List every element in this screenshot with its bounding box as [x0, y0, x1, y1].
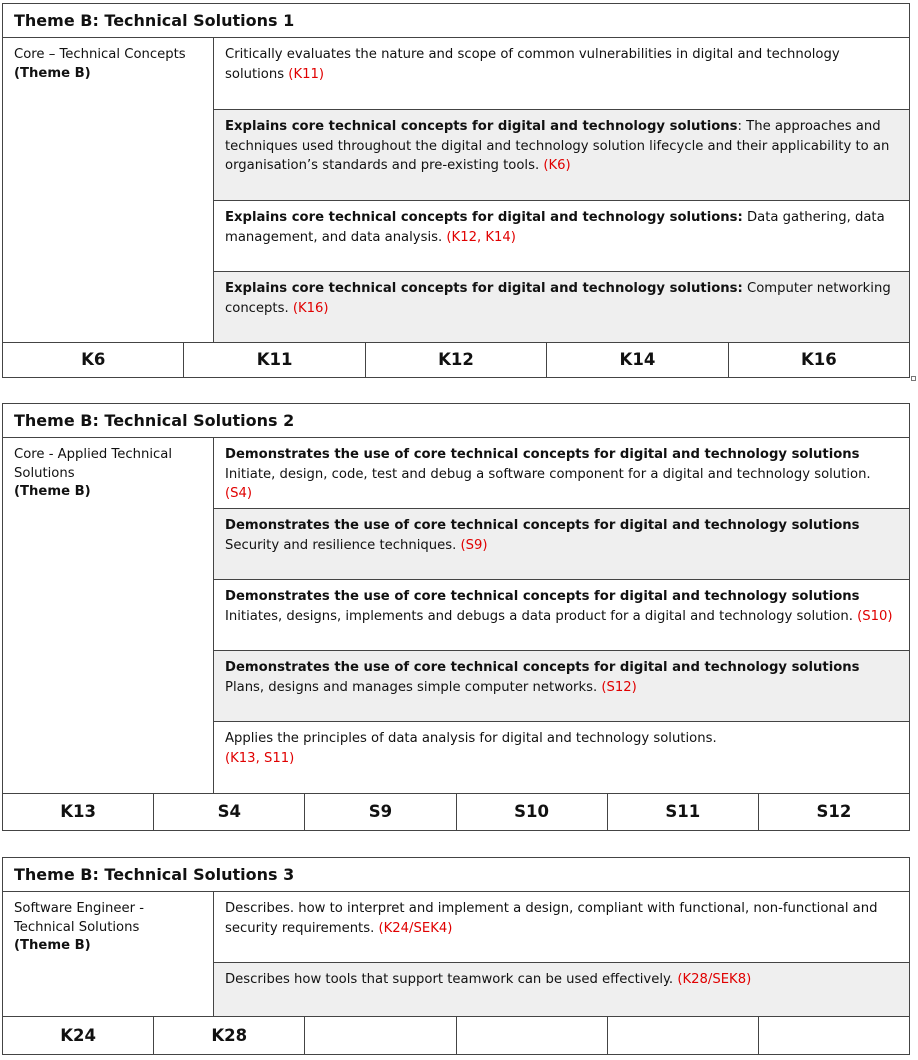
- criterion-ref: (K12, K14): [446, 229, 516, 245]
- criterion-row: [214, 509, 909, 580]
- ksb-code-cell: S11: [608, 794, 759, 830]
- theme-b-table-1: [2, 3, 910, 378]
- ksb-code-cell: K13: [3, 794, 154, 830]
- table-title: Theme B: Technical Solutions 1: [3, 4, 909, 38]
- criterion-text: Plans, designs and manages simple computer networks.: [225, 679, 602, 695]
- criteria-column: [214, 438, 909, 793]
- criterion-row: [214, 580, 909, 651]
- criterion-heading: Demonstrates the use of core technical concepts for digital and technology solutions: [225, 660, 860, 675]
- table-title: Theme B: Technical Solutions 2: [3, 404, 909, 438]
- ksb-code-cell: [457, 1017, 608, 1054]
- criterion-text: Security and resilience techniques.: [225, 537, 461, 553]
- ksb-code-cell: K12: [366, 343, 547, 377]
- criterion-row: [214, 438, 909, 509]
- unit-label: Core - Applied Technical Solutions: [14, 447, 172, 481]
- theme-b-table-2: [2, 403, 910, 831]
- criterion-row: [214, 272, 909, 342]
- criterion-row: [214, 651, 909, 722]
- criterion-row: [214, 722, 909, 793]
- criterion-text: Initiates, designs, implements and debugs a data product for a digital and technology solution.: [225, 608, 858, 624]
- criterion-row: [214, 201, 909, 272]
- unit-label: Core – Technical Concepts: [14, 47, 186, 62]
- criterion-heading: Explains core technical concepts for digital and technology solutions:: [225, 210, 743, 225]
- criterion-heading: Explains core technical concepts for digital and technology solutions:: [225, 281, 743, 296]
- criterion-ref: (K16): [292, 300, 329, 316]
- ksb-code-cell: [759, 1017, 909, 1054]
- criterion-text: Applies the principles of data analysis for digital and technology solutions.: [225, 731, 717, 746]
- unit-theme-label: (Theme B): [14, 65, 91, 81]
- criterion-ref: (S4): [225, 486, 253, 501]
- ksb-code-cell: K11: [184, 343, 365, 377]
- criterion-row: [214, 892, 909, 963]
- criteria-column: [214, 38, 909, 342]
- criterion-ref: (S12): [601, 679, 637, 695]
- ksb-code-cell: S9: [305, 794, 456, 830]
- unit-label: Software Engineer - Technical Solutions: [14, 901, 145, 935]
- unit-theme-label: (Theme B): [14, 484, 91, 499]
- ksb-code-cell: [305, 1017, 456, 1054]
- criteria-column: [214, 892, 909, 1016]
- criterion-row: [214, 110, 909, 201]
- table-title: Theme B: Technical Solutions 3: [3, 858, 909, 892]
- criterion-row: [214, 963, 909, 1016]
- ksb-code-cell: K28: [154, 1017, 305, 1054]
- unit-label-cell: [3, 892, 214, 1016]
- table-body: [3, 438, 909, 794]
- table-body: [3, 38, 909, 343]
- unit-theme-label: (Theme B): [14, 938, 91, 953]
- table-body: [3, 892, 909, 1017]
- criterion-ref: (K11): [288, 66, 325, 82]
- criterion-text: Critically evaluates the nature and scope of common vulnerabilities in digital and technology solutions: [225, 47, 840, 82]
- ksb-code-cell: [608, 1017, 759, 1054]
- criterion-ref: (K6): [543, 158, 571, 173]
- unit-label-cell: [3, 438, 214, 793]
- ksb-code-cell: K16: [800, 350, 837, 369]
- criterion-text: : The approaches and techniques used throughout the digital and technology solution lifecycle and their applicability to an organisation’s standards and pre-existing tools.: [225, 119, 890, 173]
- ksb-code-cell: S4: [154, 794, 305, 830]
- criterion-text: Initiate, design, code, test and debug a software component for a digital and technology solution.: [225, 466, 871, 482]
- criterion-text: Describes. how to interpret and implement a design, compliant with functional, non-functional and security requirements.: [225, 901, 878, 936]
- criterion-ref: (K28/SEK8): [677, 972, 752, 987]
- ksb-code-cell: K14: [547, 343, 728, 377]
- ksb-code-cell: K24: [3, 1017, 154, 1054]
- criterion-text: Data gathering, data management, and data analysis.: [225, 210, 885, 245]
- ksb-code-cell: S12: [816, 802, 852, 821]
- table-resize-handle[interactable]: [911, 376, 916, 381]
- criterion-ref: (S10): [857, 608, 893, 624]
- ksb-code-row: [3, 1017, 909, 1054]
- criterion-heading: Demonstrates the use of core technical concepts for digital and technology solutions: [225, 589, 860, 604]
- criterion-ref: (S9): [460, 537, 488, 553]
- ksb-code-cell: S10: [457, 794, 608, 830]
- criterion-row: [214, 38, 909, 110]
- criterion-heading: Demonstrates the use of core technical concepts for digital and technology solutions: [225, 518, 860, 533]
- criterion-heading: Demonstrates the use of core technical concepts for digital and technology solutions: [225, 447, 860, 462]
- unit-label-cell: [3, 38, 214, 342]
- ksb-code-row: [3, 343, 909, 377]
- criterion-text: Describes how tools that support teamwork can be used effectively.: [225, 972, 678, 987]
- ksb-code-cell: K6: [3, 343, 184, 377]
- ksb-code-row: [3, 794, 909, 830]
- criterion-ref: (K24/SEK4): [378, 920, 453, 936]
- theme-b-table-3: [2, 857, 910, 1055]
- criterion-text: Computer networking concepts.: [225, 281, 891, 316]
- criterion-ref: (K13, S11): [225, 750, 295, 766]
- criterion-heading: Explains core technical concepts for digital and technology solutions: [225, 119, 738, 134]
